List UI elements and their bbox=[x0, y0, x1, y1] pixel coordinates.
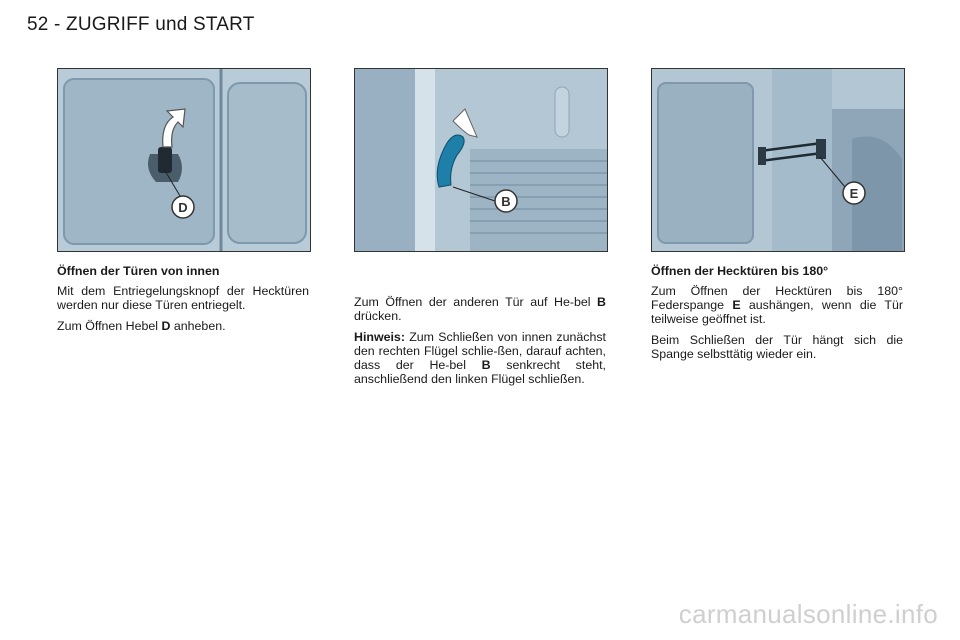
column-open-doors-from-inside bbox=[57, 264, 309, 340]
section-heading-open-from-inside: Öffnen der Türen von innen bbox=[57, 264, 220, 278]
door-panel-drawing-b bbox=[355, 69, 607, 251]
text-fragment: Zum Schließen von innen zunächst den rechten Flügel schlie-ßen, darauf achten, dass der He-bel bbox=[354, 330, 606, 372]
text-fragment: anheben. bbox=[170, 319, 226, 333]
bold-reference-b: B bbox=[597, 295, 606, 309]
door-panel-drawing-e bbox=[652, 69, 904, 251]
bold-reference-b: B bbox=[481, 358, 491, 372]
door-lever-b-illustration bbox=[354, 68, 608, 252]
paragraph-clip-reengages: Beim Schließen der Tür hängt sich die Spange selbsttätig wieder ein. bbox=[651, 333, 903, 361]
callout-d-label: D bbox=[178, 200, 188, 215]
paragraph-lift-lever-d bbox=[57, 319, 309, 333]
text-fragment: Zum Öffnen der Hecktüren bis 180° Federspange bbox=[651, 284, 903, 312]
column-open-other-door bbox=[354, 295, 606, 393]
bold-reference-e: E bbox=[732, 298, 741, 312]
section-heading-rear-doors-180: Öffnen der Hecktüren bis 180° bbox=[651, 264, 829, 278]
paragraph-press-lever-b bbox=[354, 295, 606, 323]
text-fragment: senkrecht steht, anschließend den linken Flügel schließen. bbox=[354, 358, 606, 386]
text-fragment: aushängen, wenn die Tür teilweise geöffnet ist. bbox=[651, 298, 903, 326]
paragraph-note-closing bbox=[354, 330, 606, 386]
watermark: carmanualsonline.info bbox=[678, 599, 938, 629]
bold-reference-d: D bbox=[161, 319, 171, 333]
door-panel-drawing-d bbox=[58, 69, 310, 251]
door-spring-clip-e-illustration bbox=[651, 68, 905, 252]
page-header: 52 - ZUGRIFF und START bbox=[27, 14, 255, 35]
column-open-rear-doors-180 bbox=[651, 264, 903, 368]
callout-e-label: E bbox=[849, 186, 859, 201]
callout-b-label: B bbox=[501, 194, 511, 209]
text-fragment: Zum Öffnen der anderen Tür auf He-bel bbox=[354, 295, 598, 309]
door-interior-lever-illustration bbox=[57, 68, 311, 252]
paragraph-unhook-clip-e bbox=[651, 284, 903, 326]
text-fragment: drücken. bbox=[354, 309, 402, 323]
note-label: Hinweis: bbox=[354, 330, 405, 344]
text-fragment: Zum Öffnen Hebel bbox=[57, 319, 162, 333]
paragraph-unlock-button: Mit dem Entriegelungsknopf der Hecktüren werden nur diese Türen entriegelt. bbox=[57, 284, 309, 312]
